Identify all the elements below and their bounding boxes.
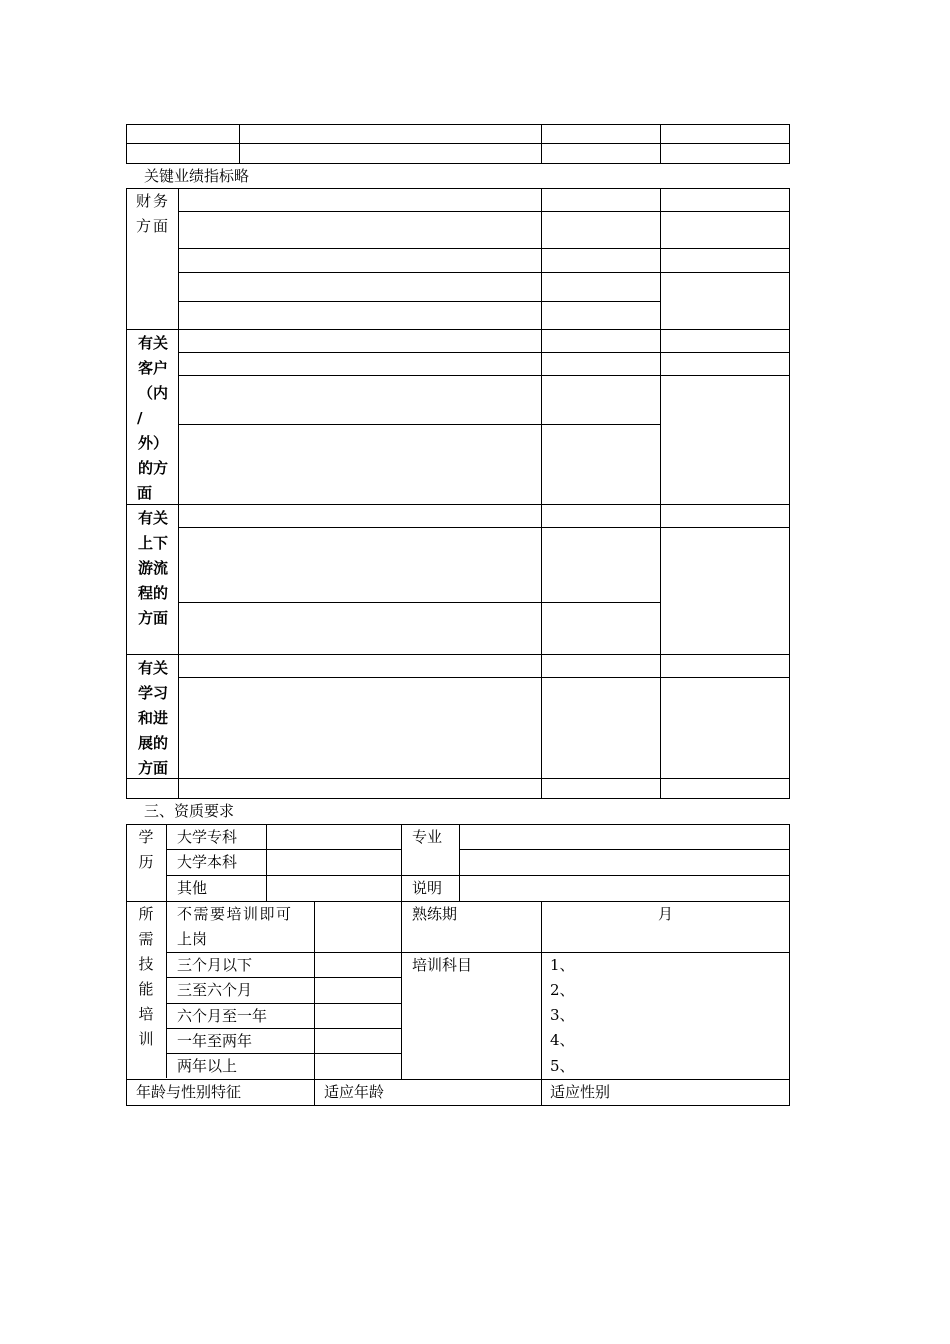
training-subjects-label: 培训科目 [412,956,473,974]
education-option-college: 大学专科 [177,828,238,846]
education-label: 学 历 [138,828,154,871]
age-label: 适应年龄 [324,1083,385,1101]
training-label: 所 需 技 能 培 训 [138,905,154,1048]
kpi-section-title: 关键业绩指标略 [144,167,250,185]
training-option-none-cont: 上岗 [177,930,208,948]
proficiency-unit: 月 [658,905,674,923]
training-subject-4: 4、 [550,1031,575,1049]
training-option-6m-1y: 六个月至一年 [177,1007,268,1025]
training-subject-2: 2、 [550,981,575,999]
kpi-group-financial-label: 财务 方面 [135,192,170,235]
kpi-group-process-label: 有关 上下 游流 程的 方面 [137,509,168,627]
training-option-over-2y: 两年以上 [177,1057,238,1075]
training-option-1-2y: 一年至两年 [177,1032,253,1050]
training-subject-1: 1、 [550,956,575,974]
proficiency-label: 熟练期 [412,905,458,923]
age-gender-label: 年龄与性别特征 [136,1083,242,1101]
education-option-other: 其他 [177,879,208,897]
kpi-group-customer-label: 有关 客户 （内 / 外） 的方 面 [137,334,168,502]
training-option-under-3m: 三个月以下 [177,956,253,974]
major-label: 专业 [412,828,443,846]
gender-label: 适应性别 [550,1083,611,1101]
kpi-group-learning-label: 有关 学习 和进 展的 方面 [137,659,168,777]
qual-section-title: 三、资质要求 [144,802,235,820]
note-label: 说明 [412,879,443,897]
education-option-bachelor: 大学本科 [177,853,238,871]
training-option-3-6m: 三至六个月 [177,981,253,999]
training-subject-5: 5、 [550,1057,575,1075]
training-option-none: 不需要培训即可 [177,905,293,923]
training-subject-3: 3、 [550,1006,575,1024]
